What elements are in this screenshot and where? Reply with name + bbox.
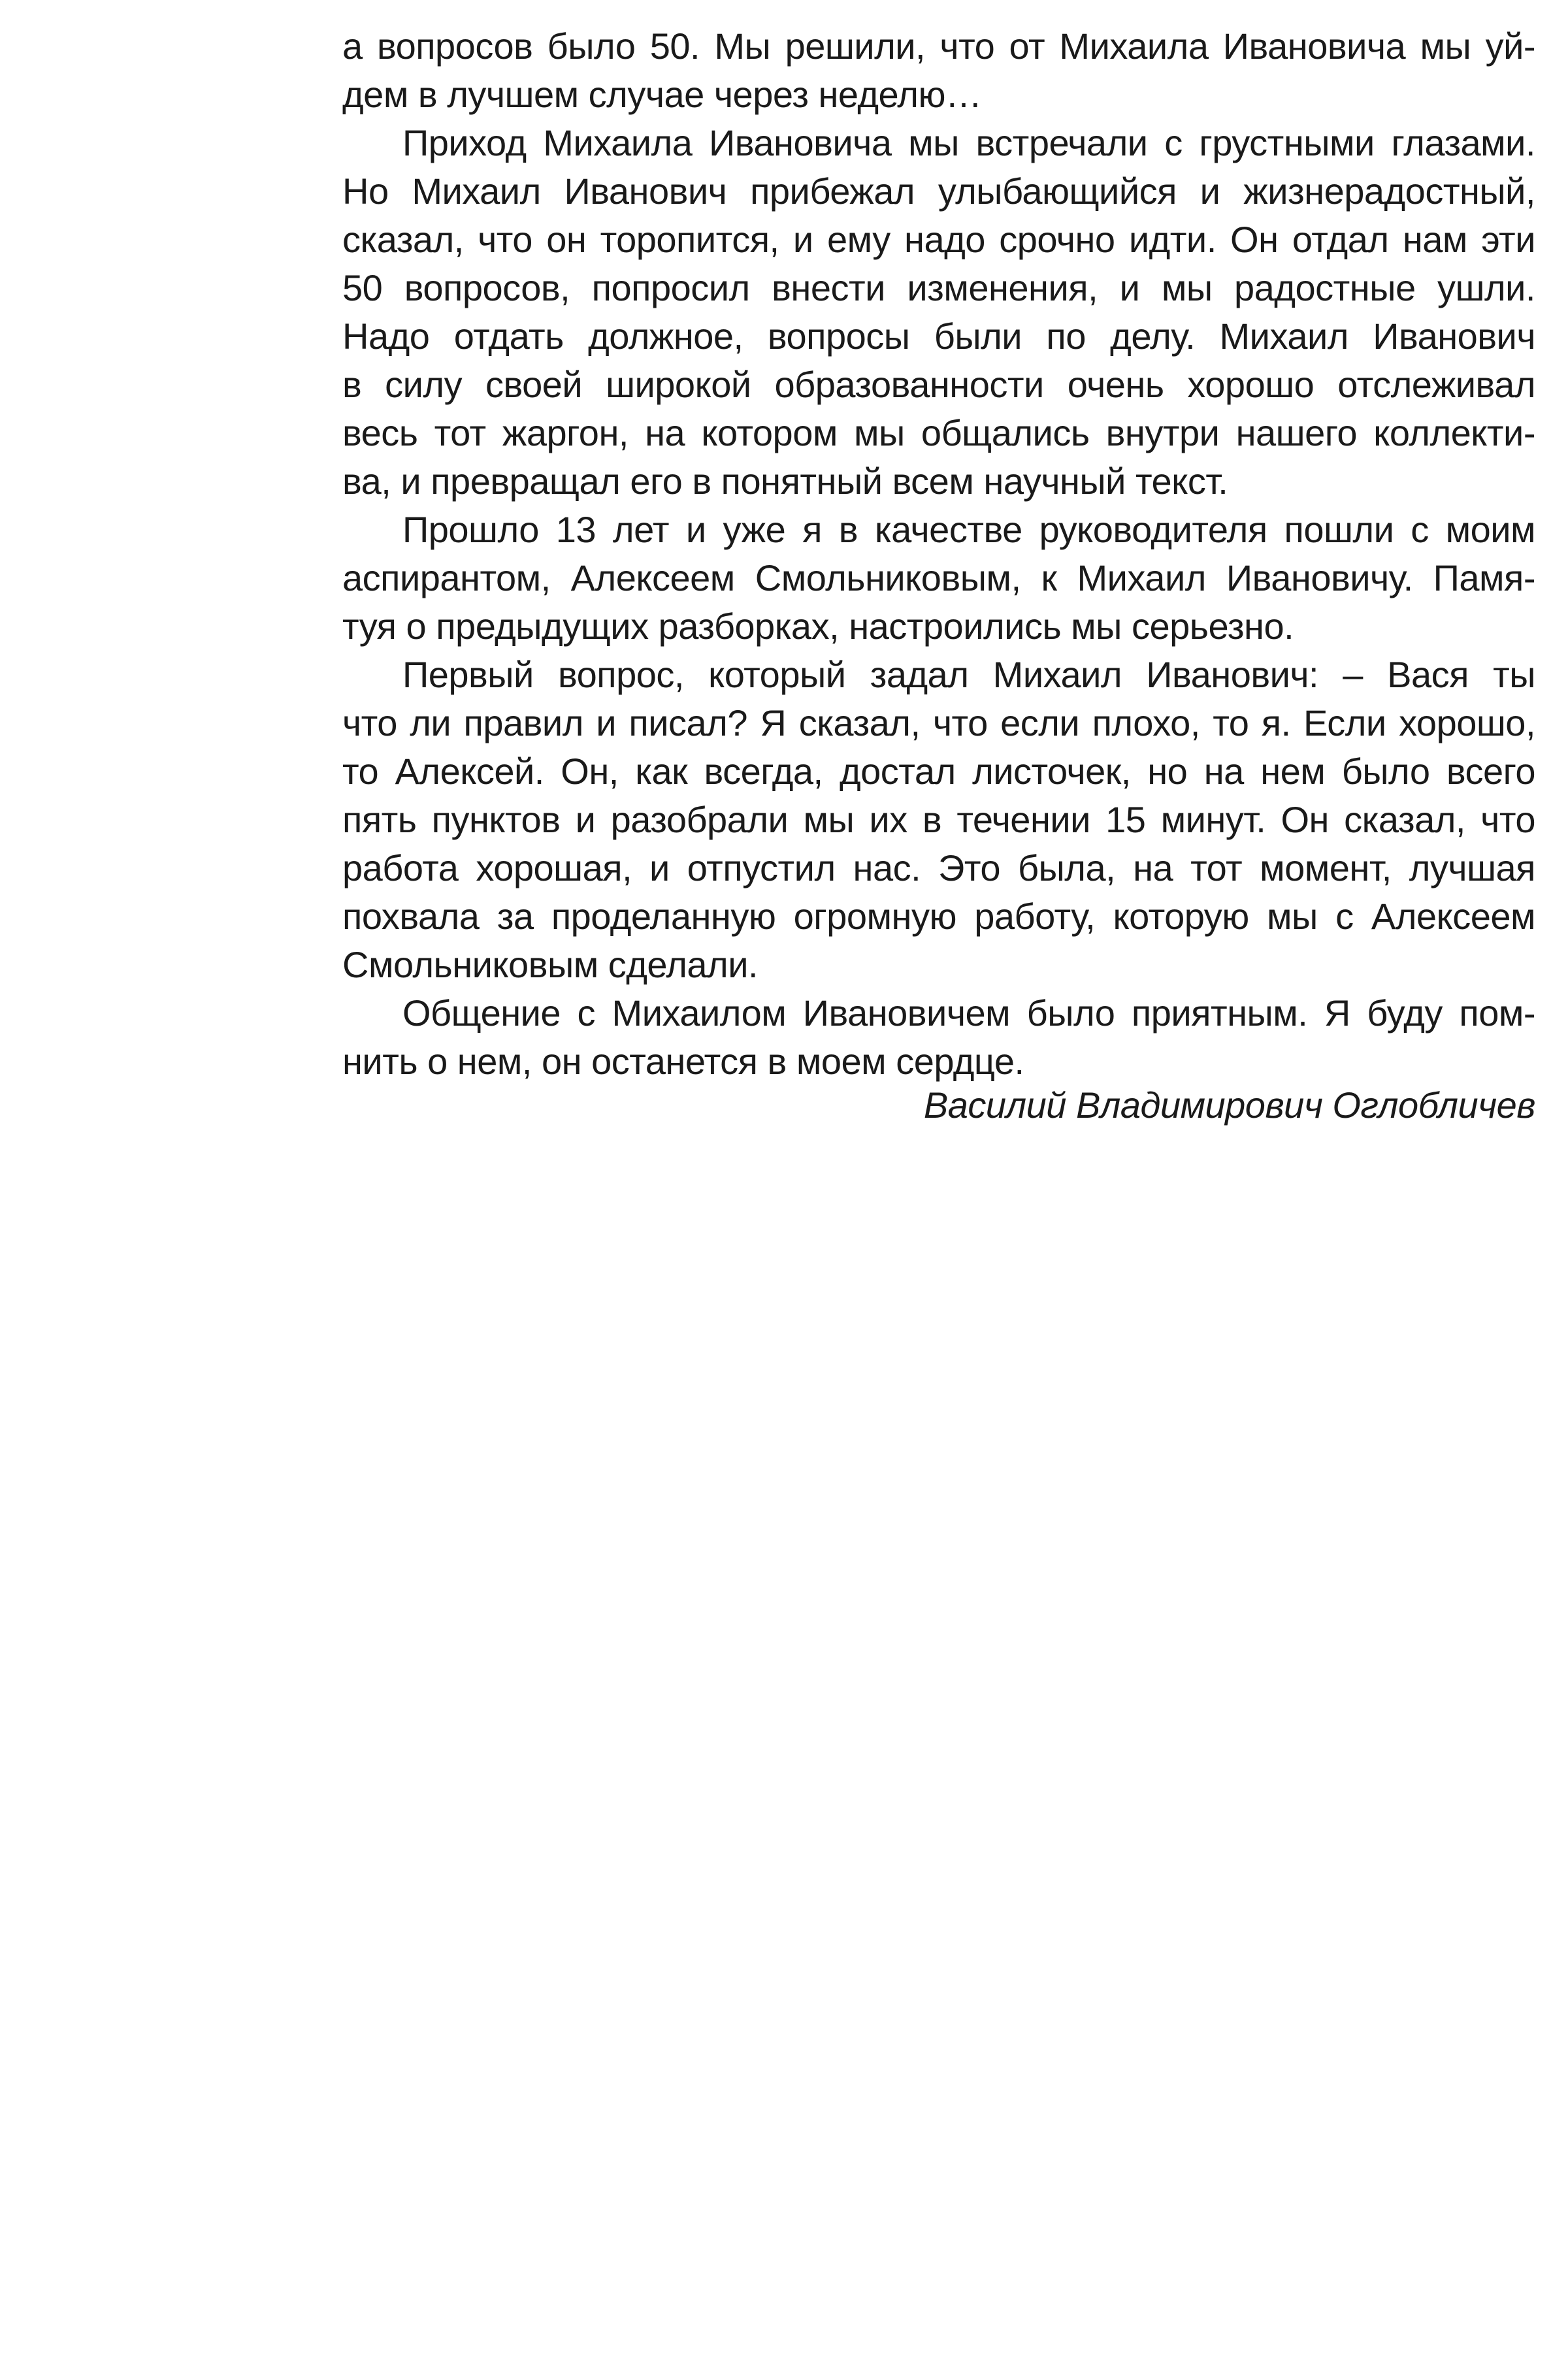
text-line: туя о предыдущих разборках, настроились мы серьезно. xyxy=(342,606,1294,647)
text-line: Но Михаил Иванович прибежал улыбающийся и жизнерадостный, xyxy=(342,171,1535,212)
text-line: а вопросов было 50. Мы решили, что от Михаила Ивановича мы уй- xyxy=(342,25,1535,67)
memoir-text xyxy=(342,22,1535,1086)
text-line: пять пунктов и разобрали мы их в течении 15 минут. Он сказал, что xyxy=(342,799,1535,840)
text-line: то Алексей. Он, как всегда, достал листочек, но на нем было всего xyxy=(342,751,1535,792)
paragraph-3 xyxy=(342,506,1535,651)
text-line: Общение с Михаилом Ивановичем было приятным. Я буду пом- xyxy=(402,992,1535,1033)
text-line: сказал, что он торопится, и ему надо срочно идти. Он отдал нам эти xyxy=(342,219,1535,260)
paragraph-2 xyxy=(342,119,1535,506)
text-line: Приход Михаила Ивановича мы встречали с грустными глазами. xyxy=(402,122,1535,163)
author-signature: Василий Владимирович Оглобличев xyxy=(923,1084,1535,1126)
text-line: работа хорошая, и отпустил нас. Это была, на тот момент, лучшая xyxy=(342,847,1535,888)
text-line: нить о нем, он останется в моем сердце. xyxy=(342,1041,1024,1082)
paragraph-1 xyxy=(342,22,1535,119)
text-line: Прошло 13 лет и уже я в качестве руководителя пошли с моим xyxy=(402,509,1535,550)
text-line: что ли правил и писал? Я сказал, что если плохо, то я. Если хорошо, xyxy=(342,702,1535,743)
text-line: весь тот жаргон, на котором мы общались внутри нашего коллекти- xyxy=(342,412,1535,453)
text-line: похвала за проделанную огромную работу, которую мы с Алексеем xyxy=(342,896,1535,937)
text-line: в силу своей широкой образованности очень хорошо отслеживал xyxy=(342,364,1535,405)
text-line: дем в лучшем случае через неделю… xyxy=(342,74,982,115)
text-line: Смольниковым сделали. xyxy=(342,944,759,985)
text-line: Первый вопрос, который задал Михаил Иванович: – Вася ты xyxy=(402,654,1535,695)
text-line: аспирантом, Алексеем Смольниковым, к Михаил Ивановичу. Памя- xyxy=(342,557,1535,598)
text-line: Надо отдать должное, вопросы были по делу. Михаил Иванович xyxy=(342,316,1535,357)
paragraph-4 xyxy=(342,651,1535,989)
paragraph-5 xyxy=(342,989,1535,1086)
text-line: 50 вопросов, попросил внести изменения, и мы радостные ушли. xyxy=(342,267,1535,308)
text-line: ва, и превращал его в понятный всем научный текст. xyxy=(342,461,1228,502)
